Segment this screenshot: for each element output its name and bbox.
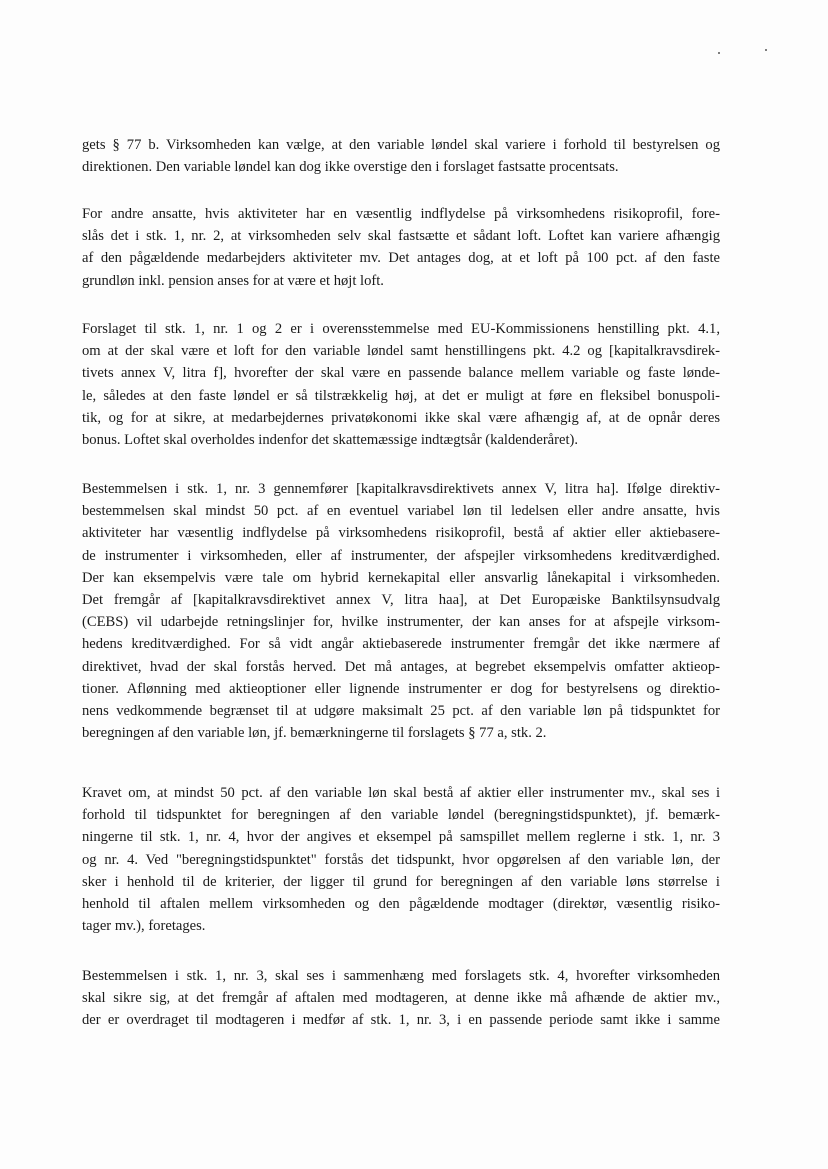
text-line: Forslaget til stk. 1, nr. 1 og 2 er i overensstemmelse med EU-Kommissionens henstilling pkt. 4.1, (82, 321, 720, 337)
text-line: bestemmelsen skal mindst 50 pct. af en eventuel variabel løn til ledelsen eller andre ansatte, hvis (82, 503, 720, 520)
text-line: grundløn inkl. pension anses for at være et højt loft. (82, 272, 384, 289)
text-line: forhold til tidspunktet for beregningen af den variable løndel (beregningstidspunktet), jf. bemærk- (82, 807, 720, 824)
text-line: Det fremgår af [kapitalkravsdirektivet annex V, litra haa], at Det Europæiske Banktilsynsudvalg (82, 591, 720, 608)
paragraph-5 (82, 782, 720, 937)
text-line: og nr. 4. Ved "beregningstidspunktet" forstås det tidspunkt, hvor opgørelsen af den variable løn, der (82, 851, 720, 868)
text-line: om at der skal være et loft for den variable løndel samt henstillingens pkt. 4.2 og [kapitalkravsdirek- (82, 343, 720, 360)
text-line: skal sikre sig, at det fremgår af aftalen med modtageren, at denne ikke må afhænde de aktier mv., (82, 990, 720, 1007)
text-line: direktionen. Den variable løndel kan dog ikke overstige den i forslaget fastsatte procentsats. (82, 159, 619, 176)
scan-speck (765, 49, 767, 51)
text-line: tioner. Aflønning med aktieoptioner eller lignende instrumenter er dog for bestyrelsens og direktio- (82, 680, 720, 697)
text-line: sker i henhold til de kriterier, der ligger til grund for beregningen af den variable løns størrelse i (82, 873, 720, 890)
text-line: le, således at den faste løndel er så tilstrækkelig høj, at det er muligt at føre en fleksibel bonuspoli- (82, 387, 720, 404)
text-line: slås det i stk. 1, nr. 2, at virksomheden selv skal fastsætte et sådant loft. Loftet kan variere afhængig (82, 228, 720, 245)
paragraph-3 (82, 318, 720, 451)
text-line: gets § 77 b. Virksomheden kan vælge, at den variable løndel skal variere i forhold til bestyrelsen og (82, 137, 720, 153)
text-line: Der kan eksempelvis være tale om hybrid kernekapital eller ansvarlig lånekapital i virksomheden. (82, 569, 720, 586)
text-line: hedens kreditværdighed. For så vidt angår aktiebaserede instrumenter fremgår det ikke nærmere af (82, 636, 720, 653)
text-line: henhold til aftalen mellem virksomheden og den pågældende modtager (direktør, væsentlig risiko- (82, 895, 720, 912)
text-line: beregningen af den variable løn, jf. bemærkningerne til forslagets § 77 a, stk. 2. (82, 725, 547, 742)
text-line: der er overdraget til modtageren i medfør af stk. 1, nr. 3, i en passende periode samt ikke i samme (82, 1012, 720, 1029)
text-line: de instrumenter i virksomheden, eller af instrumenter, der afspejler virksomhedens kreditværdighed. (82, 547, 720, 564)
text-line: ningerne til stk. 1, nr. 4, hvor der angives et eksempel på samspillet mellem reglerne i stk. 1, nr. 3 (82, 829, 720, 846)
text-line: direktivet, hvad der skal forstås herved. Det må antages, at begrebet eksempelvis omfatter aktieop- (82, 658, 720, 675)
paragraph-2 (82, 203, 720, 292)
text-line: Bestemmelsen i stk. 1, nr. 3, skal ses i sammenhæng med forslagets stk. 4, hvorefter virksomheden (82, 968, 720, 984)
text-line: Bestemmelsen i stk. 1, nr. 3 gennemfører [kapitalkravsdirektivets annex V, litra ha]. Ifølge direktiv- (82, 481, 720, 497)
text-line: tik, og for at sikre, at medarbejdernes privatøkonomi ikke skal være afhængig af, at de opnår deres (82, 409, 720, 426)
scan-speck (718, 52, 720, 54)
text-line: Kravet om, at mindst 50 pct. af den variable løn skal bestå af aktier eller instrumenter mv., skal ses i (82, 785, 720, 801)
paragraph-1 (82, 134, 720, 178)
text-line: For andre ansatte, hvis aktiviteter har en væsentlig indflydelse på virksomhedens risikoprofil, fore- (82, 206, 720, 222)
paragraph-6 (82, 965, 720, 1032)
text-line: aktiviteter har væsentlig indflydelse på virksomhedens risikoprofil, bestå af aktier eller aktiebasere- (82, 525, 720, 542)
text-line: af den pågældende medarbejders aktiviteter mv. Det antages dog, at et loft på 100 pct. af den faste (82, 250, 720, 267)
paragraph-4 (82, 478, 720, 744)
text-line: tivets annex V, litra f], hvorefter der skal være en passende balance mellem variable og faste lønde- (82, 365, 720, 382)
text-line: nens vedkommende begrænset til at udgøre maksimalt 25 pct. af den variable løn på tidspunktet for (82, 702, 720, 719)
text-line: (CEBS) vil udarbejde retningslinjer for, hvilke instrumenter, der kan anses for at afspejle virksom- (82, 614, 720, 631)
text-line: bonus. Loftet skal overholdes indenfor det skattemæssige indtægtsår (kaldenderåret). (82, 431, 579, 448)
text-line: tager mv.), foretages. (82, 918, 206, 935)
